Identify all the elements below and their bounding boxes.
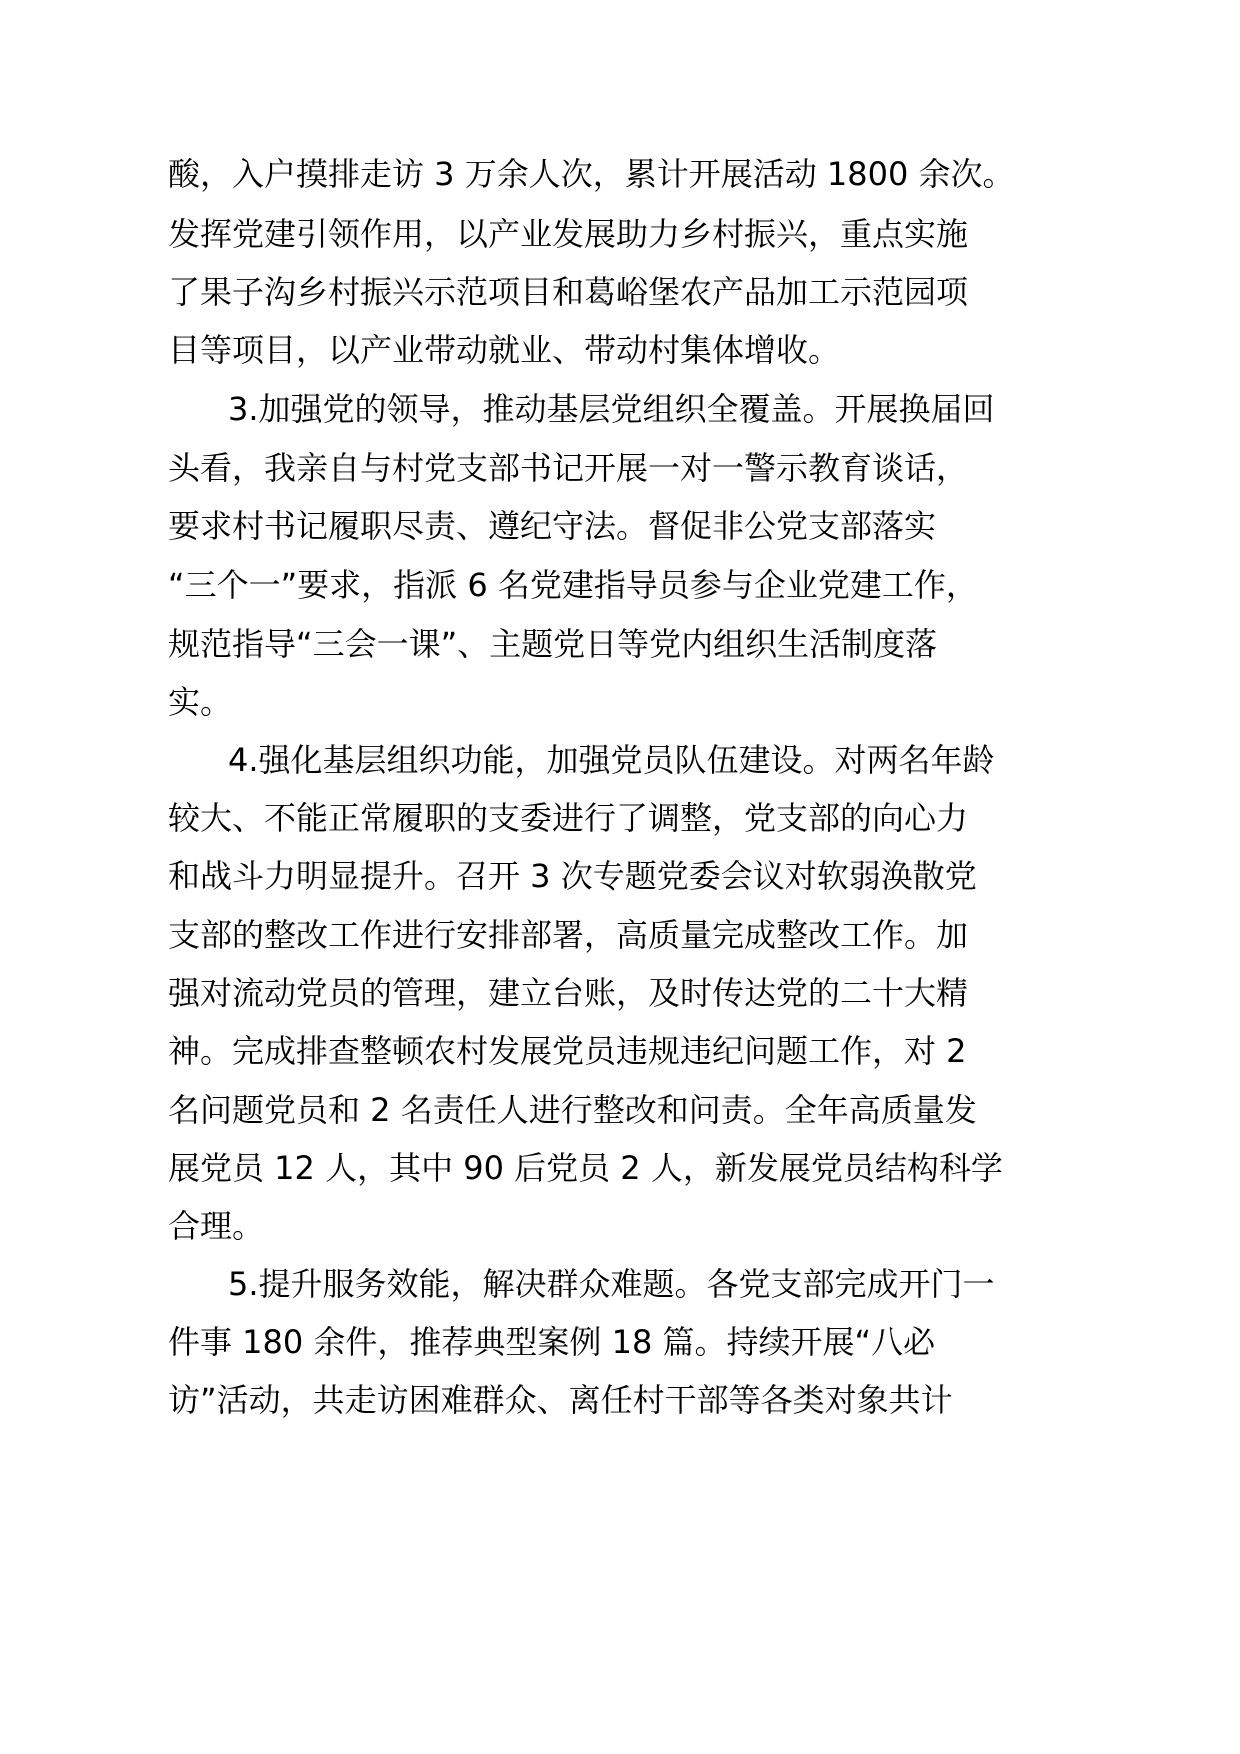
text-line: 实。 (168, 683, 233, 721)
text-line: 要求村书记履职尽责、遵纪守法。督促非公党支部落实 (168, 507, 937, 545)
text-line: 展党员 12 人，其中 90 后党员 2 人，新发展党员结构科学 (168, 1149, 1003, 1187)
text-line: 发挥党建引领作用，以产业发展助力乡村振兴，重点实施 (168, 215, 969, 253)
text-line: 4.强化基层组织功能，加强党员队伍建设。对两名年龄 (228, 741, 995, 779)
text-line: 访”活动，共走访困难群众、离任村干部等各类对象共计 (168, 1381, 953, 1419)
text-line: 强对流动党员的管理，建立台账，及时传达党的二十大精 (168, 974, 969, 1012)
text-line: 和战斗力明显提升。召开 3 次专题党委会议对软弱涣散党 (168, 857, 977, 895)
text-line: 3.加强党的领导，推动基层党组织全覆盖。开展换届回 (228, 390, 995, 428)
text-line: 目等项目，以产业带动就业、带动村集体增收。 (168, 331, 841, 369)
text-line: 支部的整改工作进行安排部署，高质量完成整改工作。加 (168, 916, 969, 954)
text-line: 规范指导“三会一课”、主题党日等党内组织生活制度落 (168, 625, 938, 663)
text-line: “三个一”要求，指派 6 名党建指导员参与企业党建工作， (168, 566, 978, 604)
text-line: 件事 180 余件，推荐典型案例 18 篇。持续开展“八必 (168, 1323, 936, 1361)
text-line: 头看，我亲自与村党支部书记开展一对一警示教育谈话， (168, 449, 969, 487)
text-line: 名问题党员和 2 名责任人进行整改和问责。全年高质量发 (168, 1091, 977, 1129)
text-line: 酸，入户摸排走访 3 万余人次，累计开展活动 1800 余次。 (168, 155, 1015, 193)
text-line: 神。完成排查整顿农村发展党员违规违纪问题工作，对 2 (168, 1032, 967, 1070)
text-line: 合理。 (168, 1207, 265, 1245)
text-line: 了果子沟乡村振兴示范项目和葛峪堡农产品加工示范园项 (168, 273, 969, 311)
text-line: 较大、不能正常履职的支委进行了调整，党支部的向心力 (168, 799, 969, 837)
text-line: 5.提升服务效能，解决群众难题。各党支部完成开门一 (228, 1265, 995, 1303)
